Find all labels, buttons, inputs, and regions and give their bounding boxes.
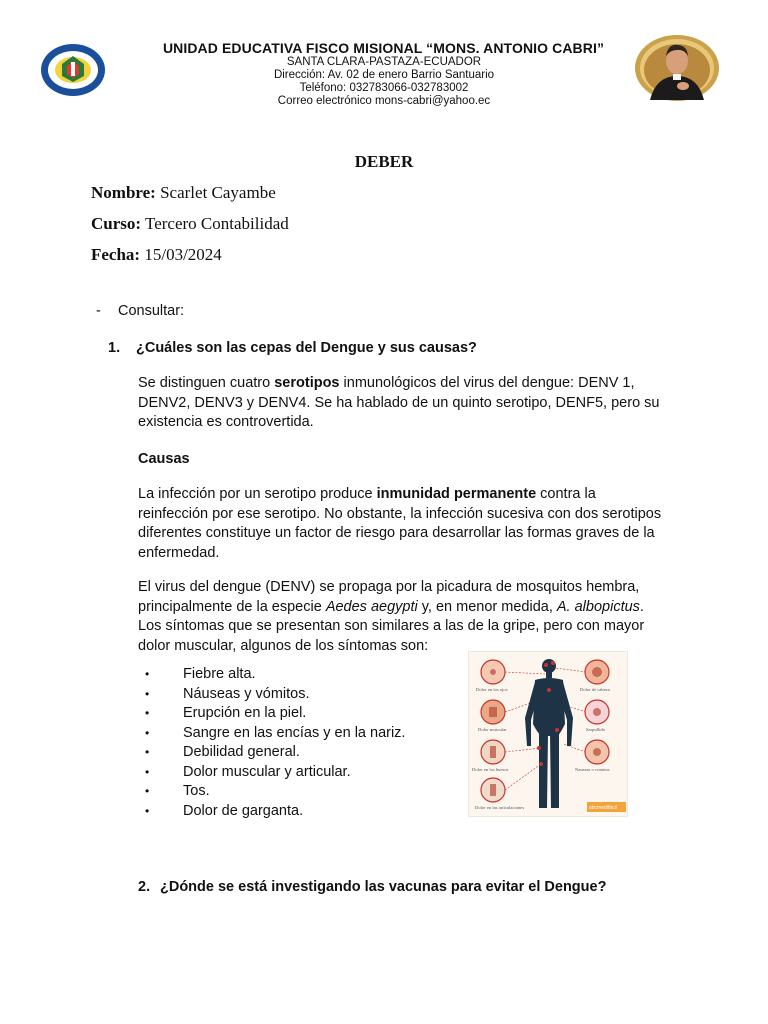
transmission-text-end: . Los síntomas que se presentan son similares a las de la gripe, pero con mayor dolor muscular, algunos de los síntomas son: <box>138 598 645 654</box>
label-eye-pain: Dolor en los ojos <box>476 687 508 692</box>
school-address: Dirección: Av. 02 de enero Barrio Santuario <box>273 69 495 81</box>
school-name: UNIDAD EDUCATIVA FISCO MISIONAL “MONS. ANTONIO CABRI” <box>162 40 605 56</box>
list-item: • Náuseas y vómitos. <box>142 685 405 705</box>
label-joint-pain: Dolor en las articulaciones <box>475 805 525 810</box>
list-item: • Dolor de garganta. <box>142 802 405 822</box>
transmission-paragraph <box>138 578 658 656</box>
question-1-heading <box>108 340 477 356</box>
species-aedes-aegypti: Aedes aegypti <box>325 598 418 615</box>
field-course-label: Curso: <box>91 214 142 233</box>
consult-item <box>96 303 184 319</box>
question-2-title: ¿Dónde se está investigando las vacunas para evitar el Dengue? <box>160 879 607 895</box>
consult-dash: - <box>96 303 101 319</box>
field-course <box>91 214 289 234</box>
founder-portrait <box>634 34 720 102</box>
field-date-label: Fecha: <box>91 245 141 264</box>
serotypes-bold: serotipos <box>274 375 340 391</box>
serotypes-text-start: Se distinguen cuatro <box>138 375 275 391</box>
list-item: • Debilidad general. <box>142 743 405 763</box>
species-albopictus: A. albopictus <box>556 598 640 615</box>
label-bone-pain: Dolor en los huesos <box>472 767 509 772</box>
symptoms-list <box>142 665 405 821</box>
consult-text: Consultar: <box>118 303 185 319</box>
dengue-symptoms-figure <box>468 651 628 817</box>
symptoms-illustration <box>469 652 627 816</box>
list-item: • Tos. <box>142 782 405 802</box>
question-1-number: 1. <box>108 340 121 356</box>
immunity-text-start: La infección por un serotipo produce <box>138 486 377 502</box>
field-course-value: Tercero Contabilidad <box>141 214 289 233</box>
serotypes-paragraph <box>138 374 678 433</box>
school-phone: Teléfono: 032783066-032783002 <box>299 82 469 94</box>
transmission-text-middle: y, en menor medida, <box>417 598 557 615</box>
immunity-bold: inmunidad permanente <box>376 486 537 502</box>
source-badge-text: abcmedifácil <box>589 805 617 811</box>
label-nausea: Nauseas o vomitos <box>575 767 610 772</box>
transmission-text-start: El virus del dengue (DENV) se propaga por la picadura de mosquitos hembra, principalmente de la especie <box>138 579 640 615</box>
field-name-label: Nombre: <box>91 183 156 202</box>
immunity-text-end: contra la reinfección por ese serotipo. No obstante, la infección sucesiva con dos serotipos diferentes constituye un factor de riesgo para desarrollar las formas graves de la enfermedad. <box>138 486 662 561</box>
label-muscle-pain: Dolor muscular <box>478 727 507 732</box>
question-1-title: ¿Cuáles son las cepas del Dengue y sus causas? <box>136 340 477 356</box>
label-rash: Sarpullido <box>586 727 606 732</box>
field-name-value: Scarlet Cayambe <box>155 183 276 202</box>
question-2-number: 2. <box>138 879 151 895</box>
field-date <box>91 245 222 265</box>
immunity-paragraph <box>138 485 668 563</box>
label-headache: Dolor de cabeza <box>580 687 610 692</box>
school-email: Correo electrónico mons-cabri@yahoo.ec <box>277 95 491 107</box>
list-item: • Erupción en la piel. <box>142 704 405 724</box>
serotypes-text-end: inmunológicos del virus del dengue: DENV 1, DENV2, DENV3 y DENV4. Se ha hablado de un quinto serotipo, DENF5, pero su existencia es controvertida. <box>138 375 660 430</box>
document-title: DEBER <box>354 152 414 171</box>
field-date-value: 15/03/2024 <box>140 245 222 264</box>
list-item: • Sangre en las encías y en la nariz. <box>142 724 405 744</box>
causes-heading: Causas <box>138 451 190 467</box>
question-2-heading <box>138 879 606 895</box>
list-item: • Dolor muscular y articular. <box>142 763 405 783</box>
school-location: SANTA CLARA-PASTAZA-ECUADOR <box>286 56 482 68</box>
field-name <box>91 183 276 203</box>
list-item: • Fiebre alta. <box>142 665 405 685</box>
